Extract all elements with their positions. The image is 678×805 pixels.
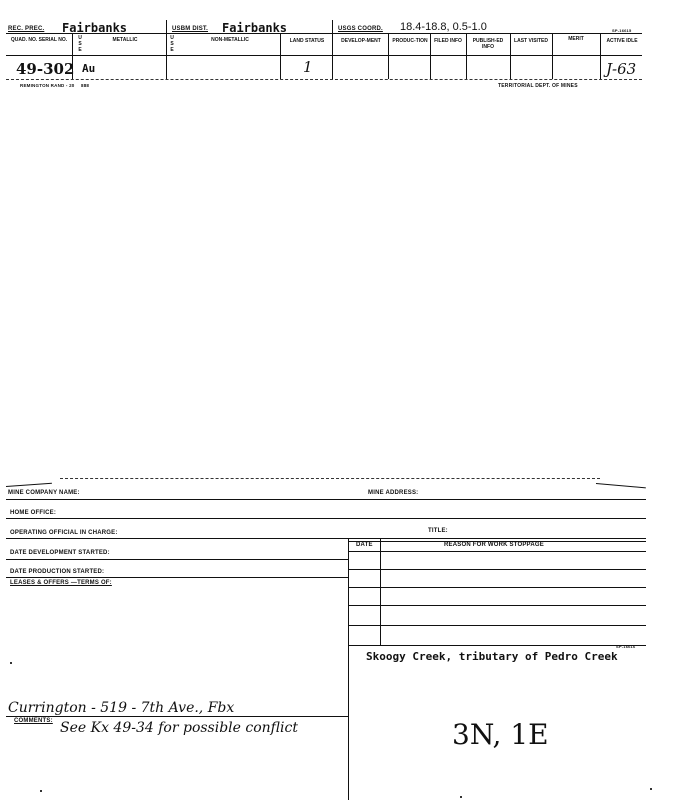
form-number: SP-16615	[612, 28, 632, 33]
record-dashed-rule	[6, 79, 642, 80]
col-divider	[280, 34, 281, 79]
record-active-idle: J-63	[606, 60, 637, 78]
col-divider	[388, 34, 389, 79]
col-active-idle: ACTIVE IDLE	[606, 38, 638, 44]
comments-label: COMMENTS:	[14, 718, 53, 724]
rec-prec-value: Fairbanks	[62, 21, 128, 35]
col-land-status: LAND STATUS	[289, 38, 325, 44]
home-office-label: HOME OFFICE:	[10, 510, 57, 516]
back-form-number: SP-16616	[616, 644, 636, 649]
usbm-dist-value: Fairbanks	[222, 21, 288, 35]
rule	[6, 538, 646, 539]
rule	[6, 716, 348, 717]
header-divider-1	[166, 20, 167, 33]
mine-address-label: MINE ADDRESS:	[368, 490, 419, 496]
stoppage-row	[348, 569, 646, 570]
header-divider-2	[332, 20, 333, 33]
stoppage-reason-header: REASON FOR WORK STOPPAGE	[444, 542, 544, 548]
record-metallic: Au	[82, 62, 96, 75]
col-last-visited: LAST VISITED	[514, 38, 548, 44]
usgs-coord-value: 18.4-18.8, 0.5-1.0	[400, 21, 487, 33]
col-divider	[166, 34, 167, 79]
printer-name: REMINGTON RAND - 20	[20, 83, 75, 88]
header-rule	[6, 33, 642, 34]
col-divider	[430, 34, 431, 79]
stoppage-row	[348, 551, 646, 552]
speck	[40, 790, 42, 792]
usgs-coord-label: USGS COORD.	[338, 26, 383, 32]
col-divider	[332, 34, 333, 79]
stoppage-date-header: DATE	[356, 542, 373, 548]
handwritten-address: Currington - 519 - 7th Ave., Fbx	[8, 700, 235, 716]
date-development-label: DATE DEVELOPMENT STARTED:	[10, 550, 110, 556]
stoppage-row	[348, 605, 646, 606]
usbm-dist-label: USBM DIST.	[172, 26, 209, 32]
leases-label: LEASES & OFFERS —TERMS OF:	[10, 580, 112, 586]
col-nonmetallic: NON-METALLIC	[211, 37, 249, 43]
speck	[650, 788, 652, 790]
rule	[6, 518, 646, 519]
col-divider	[600, 34, 601, 79]
col-divider	[466, 34, 467, 79]
col-divider	[510, 34, 511, 79]
card-top-dashed-edge	[60, 478, 600, 479]
location-typed: Skoogy Creek, tributary of Pedro Creek	[366, 650, 618, 663]
stoppage-row	[348, 587, 646, 588]
col-quad-no: QUAD. NO.	[10, 37, 38, 43]
col-production: PRODUC-TION	[392, 38, 428, 44]
speck	[10, 662, 12, 664]
col-divider	[552, 34, 553, 79]
handwritten-comment: See Kx 49-34 for possible conflict	[60, 720, 298, 736]
operating-official-label: OPERATING OFFICIAL IN CHARGE:	[10, 530, 118, 536]
col-merit: MERIT	[568, 36, 584, 42]
col-serial-no: SERIAL NO.	[38, 37, 68, 43]
record-quad-serial: 49-302	[16, 60, 75, 78]
stoppage-row	[348, 645, 646, 646]
rule	[6, 559, 348, 560]
handwritten-grid: 3N, 1E	[452, 718, 549, 751]
col-filed-info: FILED INFO	[434, 38, 462, 44]
col-use-metallic: USE	[78, 35, 82, 53]
card-corner-right	[596, 483, 646, 488]
col-metallic: METALLIC	[112, 37, 138, 43]
col-use-nonmetallic: USE	[170, 35, 174, 53]
col-published-info: PUBLISH-ED INFO	[472, 38, 504, 50]
speck	[460, 796, 462, 798]
header-row-rule	[6, 55, 642, 56]
printer-code: 888	[81, 83, 90, 88]
date-production-label: DATE PRODUCTION STARTED:	[10, 569, 105, 575]
col-quad-serial	[8, 37, 70, 43]
record-land-status: 1	[303, 58, 313, 76]
rule	[6, 499, 646, 500]
mine-company-name-label: MINE COMPANY NAME:	[8, 490, 80, 496]
card-corner-left	[6, 483, 52, 487]
col-development: DEVELOP-MENT	[341, 38, 381, 44]
title-label: TITLE:	[428, 528, 448, 534]
stoppage-date-divider	[380, 538, 381, 646]
department-name: TERRITORIAL DEPT. OF MINES	[498, 83, 578, 89]
stoppage-left-edge	[348, 538, 349, 800]
stoppage-row	[348, 625, 646, 626]
rule	[6, 577, 348, 578]
rec-prec-label: REC. PREC.	[8, 26, 45, 32]
